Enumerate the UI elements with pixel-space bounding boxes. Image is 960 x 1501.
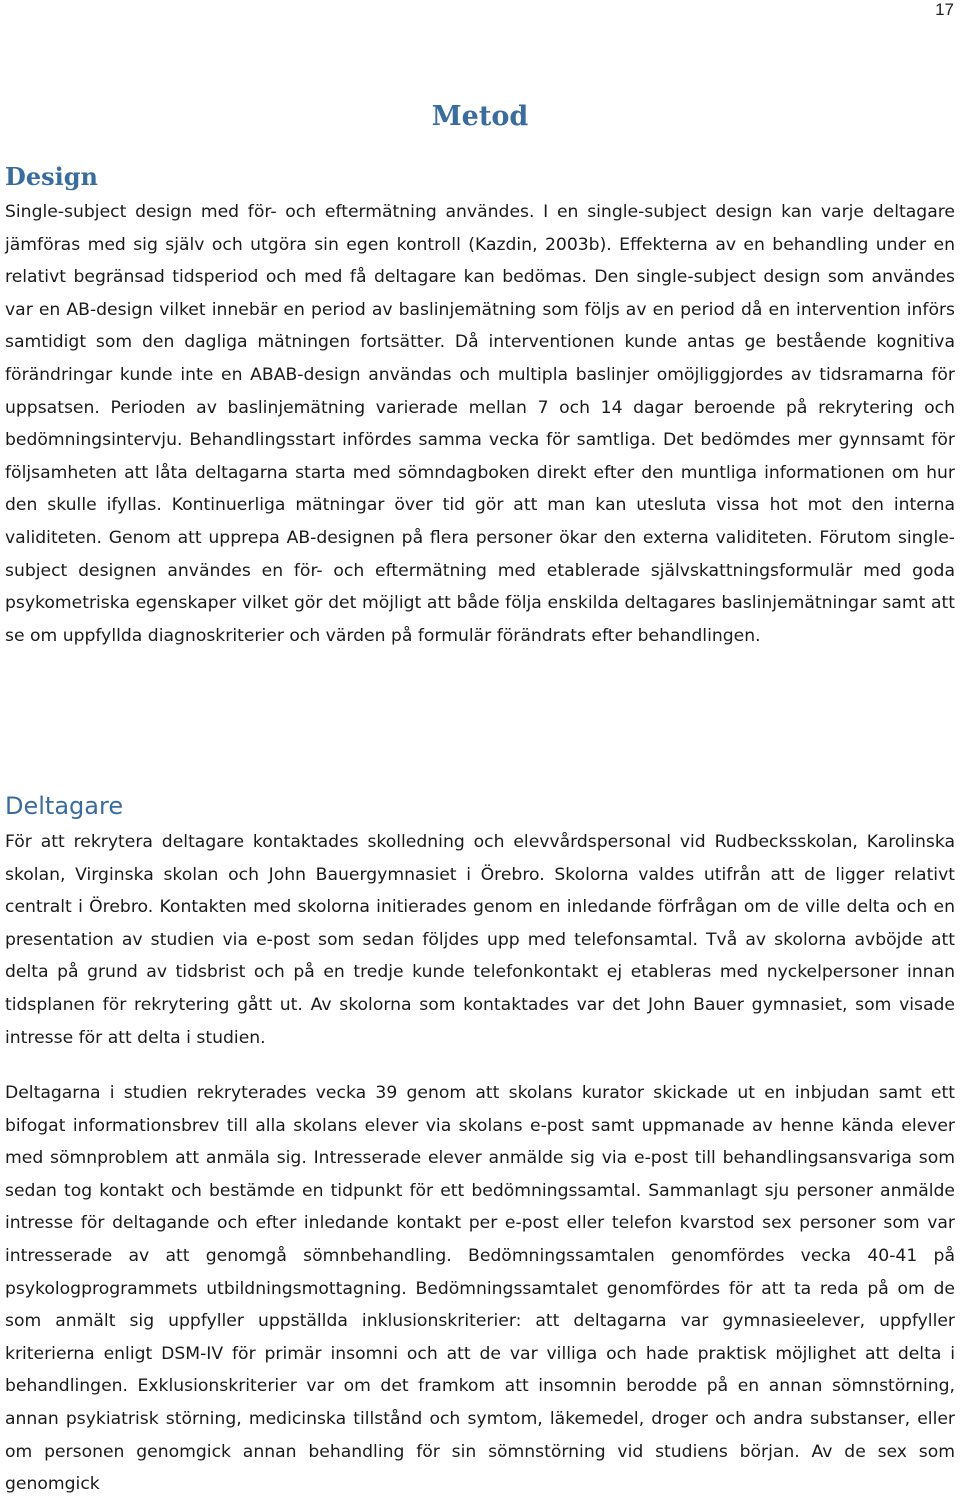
page-title: Metod [431, 101, 529, 132]
paragraph-deltagare-2: Deltagarna i studien rekryterades vecka 39 genom att skolans kurator skickade ut en inbjudan samt ett bifogat informationsbrev till alla skolans elever via skolans e-post samt uppmanade av henne kända elever med sömnproblem att anmäla sig. Intresserade elever anmälde sig via e-post till behandlingsansvariga som sedan tog kontakt och bestämde en tidpunkt för ett bedömningssamtal. Sammanlagt sju personer anmälde intresse för deltagande och efter inledande kontakt per e-post eller telefon kvarstod sex personer som var intresserade av att genomgå sömnbehandling. Bedömningssamtalen genomfördes vecka 40-41 på psykologprogrammets utbildningsmottagning. Bedömningssamtalet genomfördes för att ta reda på om de som anmält sig uppfyller uppställda inklusionskriterier: att deltagarna var gymnasieelever, uppfyller kriterierna enligt DSM-IV för primär insomni och att de var villiga och hade praktisk möjlighet att delta i behandlingen. Exklusionskriterier var om det framkom att insomnin berodde på en annan sömnstörning, annan psykiatrisk störning, medicinska tillstånd och symtom, läkemedel, droger och andra substanser, eller om personen genomgick annan behandling för sin sömnstörning vid studiens början. Av de sex som genomgick [5, 1083, 955, 1495]
paragraph-deltagare-1: För att rekrytera deltagare kontaktades skolledning och elevvårdspersonal vid Rudbecksskolan, Karolinska skolan, Virginska skolan och John Bauergymnasiet i Örebro. Skolorna valdes utifrån att de ligger relativt centralt i Örebro. Kontakten med skolorna initierades genom en inledande förfrågan om de ville delta och en presentation av studien via e-post som sedan följdes upp med telefonsamtal. Två av skolorna avböjde att delta på grund av tidsbrist och på en tredje kunde telefonkontakt ej etableras med nyckelpersoner innan tidsplanen för rekrytering gått ut. Av skolorna som kontaktades var det John Bauer gymnasiet, som visade intresse för att delta i studien. [5, 832, 955, 1048]
paragraph-design: Single-subject design med för- och eftermätning användes. I en single-subject design kan varje deltagare jämföras med sig själv och utgöra sin egen kontroll (Kazdin, 2003b). Effekterna av en behandling under en relativt begränsad tidsperiod och med få deltagare kan bedömas. Den single-subject design som användes var en AB-design vilket innebär en period av baslinjemätning som följs av en period då en intervention införs samtidigt som den dagliga mätningen fortsätter. Då interventionen kunde antas ge bestående kognitiva förändringar kunde inte en ABAB-design användas och multipla baslinjer omöjliggjordes av tidsramarna för uppsatsen. Perioden av baslinjemätning varierade mellan 7 och 14 dagar beroende på rekrytering och bedömningsintervju. Behandlingsstart infördes samma vecka för samtliga. Det bedömdes mer gynnsamt för följsamheten att låta deltagarna starta med sömndagboken direkt efter den muntliga informationen om hur den skulle ifyllas. Kontinuerliga mätningar över tid gör att man kan utesluta vissa hot mot den interna validiteten. Genom att upprepa AB-designen på flera personer ökar den externa validiteten. Förutom single-subject designen användes en för- och eftermätning med etablerade självskattningsformulär med goda psykometriska egenskaper vilket gör det möjligt att både följa enskilda deltagares baslinjemätningar samt att se om uppfyllda diagnoskriterier och värden på formulär förändrats efter behandlingen. [5, 202, 955, 646]
page-number: 17 [935, 0, 954, 19]
section-heading-deltagare: Deltagare [5, 792, 124, 820]
section-heading-design: Design [5, 162, 98, 191]
